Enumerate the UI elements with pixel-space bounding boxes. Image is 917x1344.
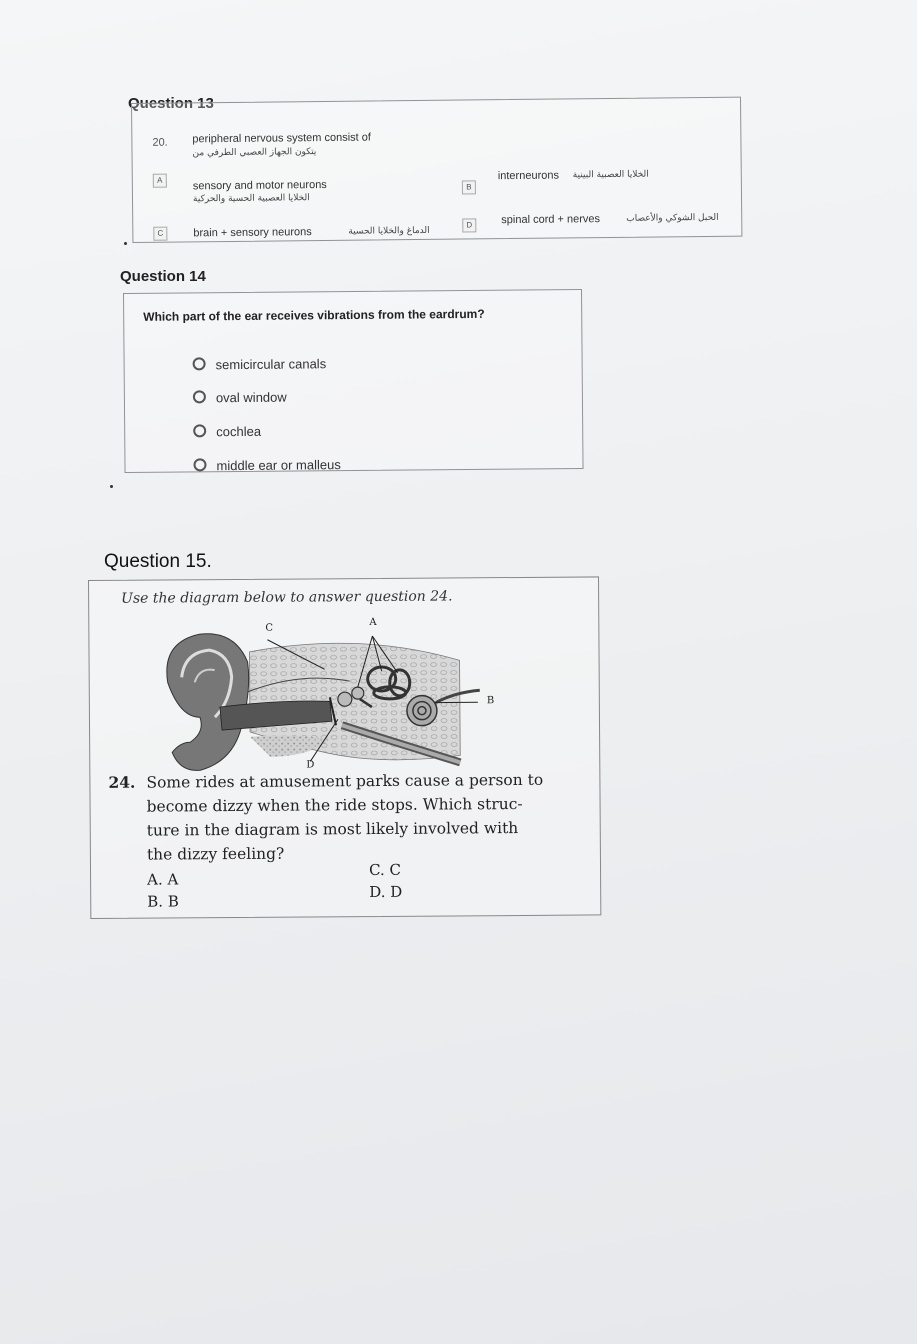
option-d-text[interactable]: spinal cord + nerves	[501, 213, 601, 227]
radio-icon[interactable]	[193, 458, 206, 471]
option-letter-d: D	[462, 218, 476, 232]
option-b-text[interactable]: interneurons	[497, 169, 560, 183]
option-semicircular-canals[interactable]: semicircular canals	[193, 356, 327, 372]
bullet-dot	[110, 485, 113, 488]
radio-icon[interactable]	[193, 390, 206, 403]
question-14-title: Question 14	[120, 268, 206, 285]
question-24-line-2: become dizzy when the ride stops. Which struc-	[146, 794, 523, 816]
diagram-label-d: D	[306, 759, 315, 771]
question-13-stem: peripheral nervous system consist of	[192, 131, 371, 146]
option-oval-window[interactable]: oval window	[193, 390, 287, 406]
answer-d[interactable]: D. D	[369, 882, 403, 902]
radio-icon[interactable]	[193, 357, 206, 370]
ear-diagram	[159, 620, 490, 772]
option-a-text[interactable]: sensory and motor neurons	[192, 178, 327, 193]
option-cochlea[interactable]: cochlea	[193, 424, 261, 440]
option-letter-c: C	[153, 227, 167, 241]
question-14-box	[123, 289, 584, 473]
question-13-number: 20.	[152, 136, 168, 149]
bullet-dot	[124, 242, 127, 245]
question-24-line-1: Some rides at amusement parks cause a person to	[146, 770, 544, 792]
diagram-instruction: Use the diagram below to answer question 24.	[121, 588, 453, 607]
question-24-line-3: ture in the diagram is most likely involved with	[146, 819, 519, 840]
question-15-box	[88, 576, 601, 919]
option-a-arabic: الخلايا العصبية الحسية والحركية	[192, 193, 310, 205]
option-d-arabic: الحبل الشوكي والأعصاب	[626, 212, 719, 224]
question-13-stem-arabic: يتكون الجهاز العصبي الطرفي من	[192, 147, 317, 159]
answer-c[interactable]: C. C	[368, 860, 402, 880]
diagram-label-a: A	[369, 616, 377, 629]
radio-icon[interactable]	[193, 424, 206, 437]
answer-b[interactable]: B. B	[147, 892, 179, 911]
option-middle-ear[interactable]: middle ear or malleus	[193, 457, 340, 473]
question-15-title: Question 15.	[104, 551, 212, 572]
question-14-stem: Which part of the ear receives vibrations from the eardrum?	[143, 306, 485, 324]
option-letter-b: B	[462, 180, 476, 194]
answer-a[interactable]: A. A	[147, 870, 179, 889]
question-13-title: Question 13	[128, 95, 214, 112]
option-c-arabic: الدماغ والخلايا الحسية	[348, 225, 430, 237]
diagram-label-c: C	[265, 622, 274, 634]
option-letter-a: A	[153, 174, 167, 188]
question-24-line-4: the dizzy feeling?	[146, 844, 285, 864]
diagram-label-b: B	[486, 695, 495, 707]
question-24-number: 24.	[108, 772, 136, 792]
option-c-text[interactable]: brain + sensory neurons	[193, 226, 312, 240]
option-b-arabic: الخلايا العصبية البينية	[572, 169, 649, 181]
question-13-box	[131, 97, 742, 243]
